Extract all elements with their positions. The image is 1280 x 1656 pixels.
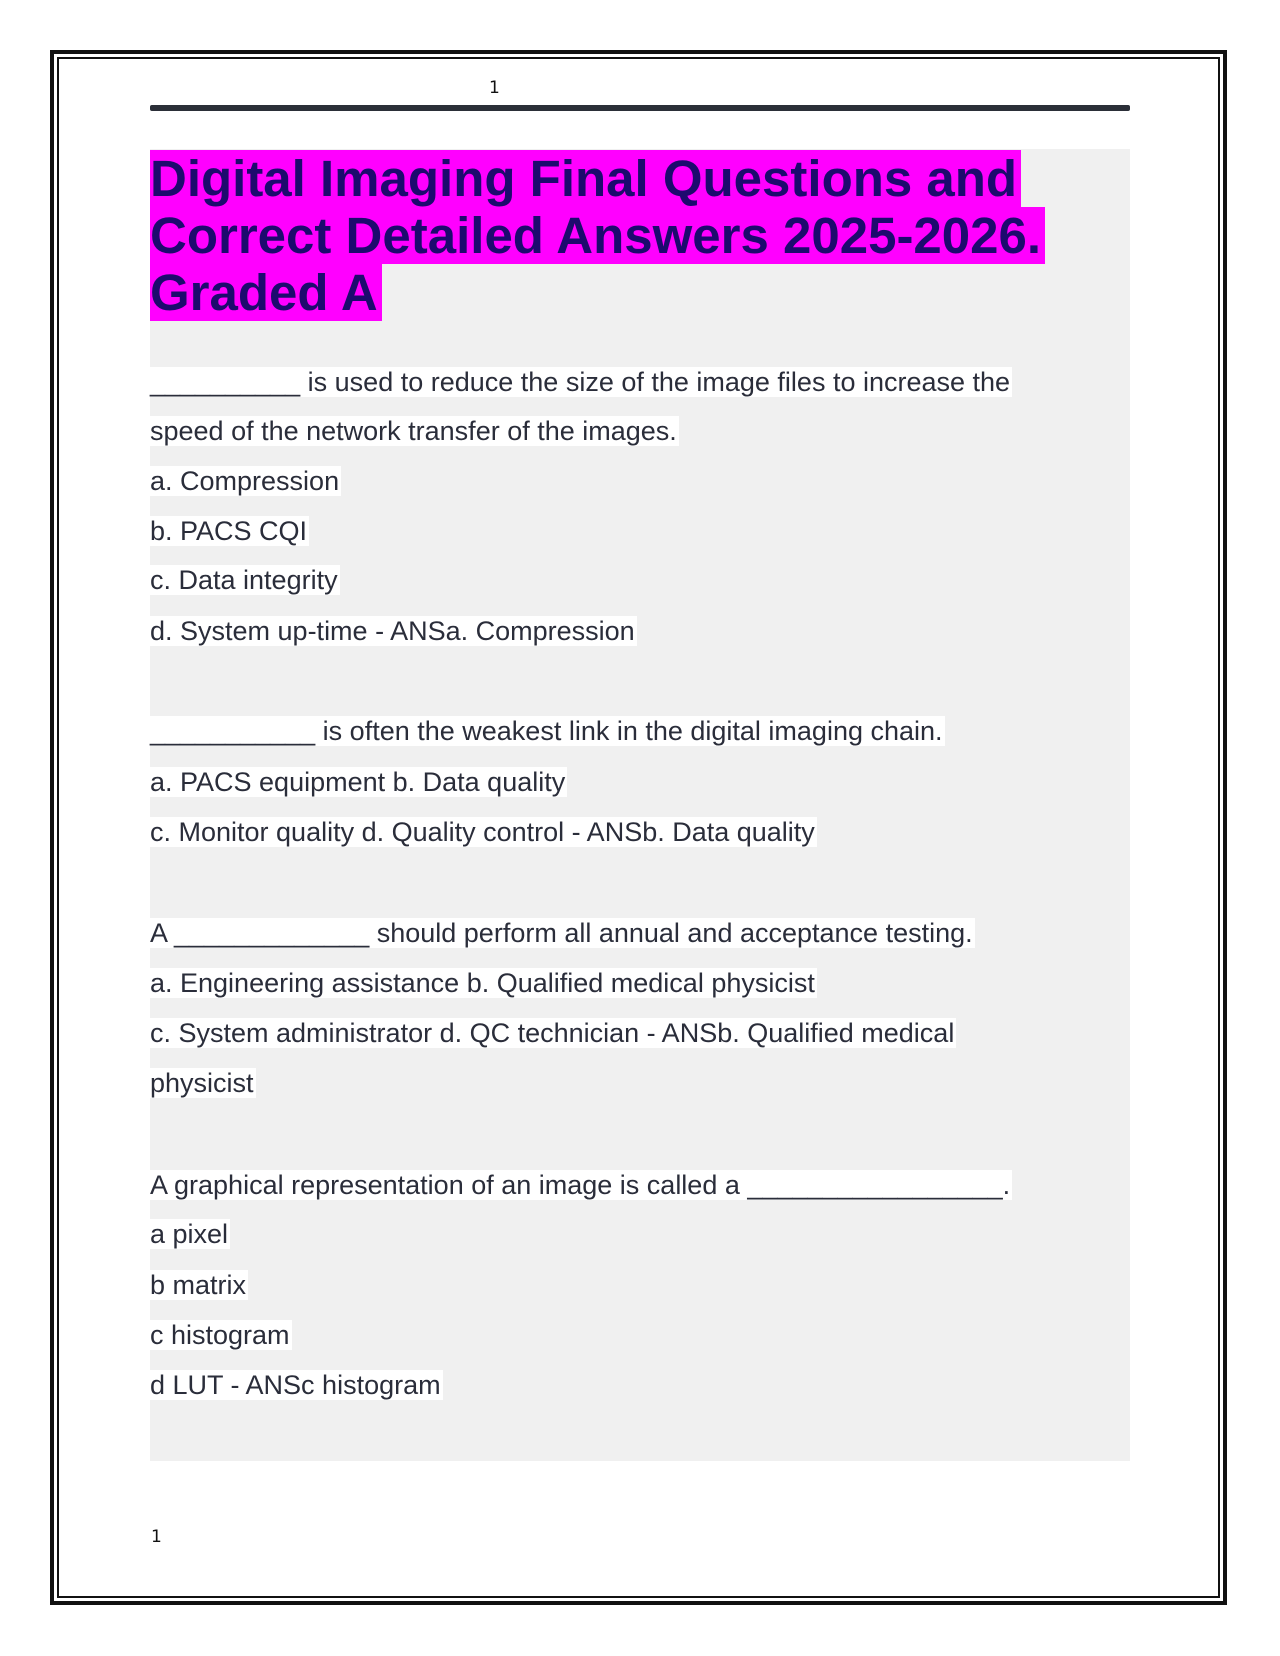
- document-title: [150, 150, 1050, 321]
- q4-option-c: c histogram: [150, 1320, 290, 1350]
- q2-options-cd-answer: c. Monitor quality d. Quality control - ANSb. Data quality: [150, 817, 815, 847]
- q1-option-a: a. Compression: [150, 466, 340, 496]
- header-page-number: 1: [489, 78, 500, 98]
- q2-prompt-line-1: ___________ is often the weakest link in the digital imaging chain.: [150, 716, 943, 746]
- content-panel: [150, 149, 1130, 1461]
- q1-option-c: c. Data integrity: [150, 565, 338, 595]
- q4-prompt-line-1: A graphical representation of an image is called a _________________.: [150, 1170, 1011, 1200]
- q1-prompt-line-2: speed of the network transfer of the images.: [150, 416, 677, 446]
- q4-option-a: a pixel: [150, 1219, 229, 1249]
- title-line-3: Graded A: [150, 264, 382, 321]
- header-rule: [150, 105, 1130, 111]
- q1-option-d-answer: d. System up-time - ANSa. Compression: [150, 616, 635, 646]
- q3-options-ab: a. Engineering assistance b. Qualified medical physicist: [150, 968, 815, 998]
- q1-prompt-line-1: __________ is used to reduce the size of the image files to increase the: [150, 367, 1011, 397]
- footer-page-number: 1: [151, 1527, 162, 1547]
- title-line-1: Digital Imaging Final Questions and: [150, 150, 1021, 207]
- q4-option-b: b matrix: [150, 1270, 247, 1300]
- q3-answer-continued: physicist: [150, 1068, 254, 1098]
- q2-options-ab: a. PACS equipment b. Data quality: [150, 767, 566, 797]
- q3-options-cd-answer: c. System administrator d. QC technician - ANSb. Qualified medical: [150, 1018, 955, 1048]
- title-line-2: Correct Detailed Answers 2025-2026.: [150, 207, 1045, 264]
- q1-option-b: b. PACS CQI: [150, 516, 308, 546]
- q3-prompt-line-1: A _____________ should perform all annual and acceptance testing.: [150, 918, 973, 948]
- q4-option-d-answer: d LUT - ANSc histogram: [150, 1370, 441, 1400]
